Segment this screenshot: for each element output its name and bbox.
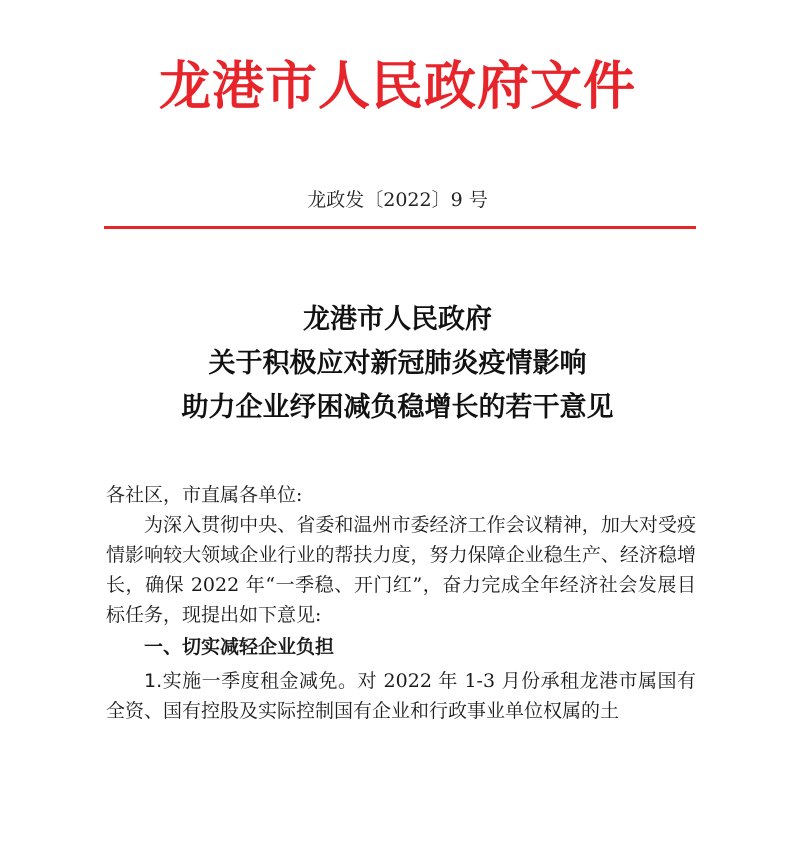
red-divider-line bbox=[104, 226, 696, 229]
intro-paragraph: 为深入贯彻中央、省委和温州市委经济工作会议精神，加大对受疫情影响较大领域企业行业的帮扶力度，努力保障企业稳生产、经济稳增长，确保 2022 年“一季稳、开门红”，奋力完成全年经济社会发展目标任务，现提出如下意见: bbox=[106, 514, 696, 626]
title-line-2: 关于积极应对新冠肺炎疫情影响 bbox=[208, 348, 587, 379]
item-1-lead: 1.实施一季度租金减免。 bbox=[144, 670, 358, 692]
document-header-title: 龙港市人民政府文件 bbox=[158, 57, 636, 117]
title-line-1: 龙港市人民政府 bbox=[303, 304, 492, 335]
title-line-3: 助力企业纾困减负稳增长的若干意见 bbox=[181, 392, 614, 423]
document-body bbox=[106, 480, 696, 726]
item-paragraph-1 bbox=[106, 666, 696, 726]
section-heading-1: 一、切实减轻企业负担 bbox=[144, 636, 335, 658]
document-title bbox=[0, 298, 795, 430]
salutation: 各社区，市直属各单位: bbox=[106, 484, 303, 506]
item-1-text: 对 2022 年 1-3 月份承租龙港市属国有全资、国有控股及实际控制国有企业和行政事业单位权属的土 bbox=[106, 670, 696, 722]
document-number: 龙政发〔2022〕9 号 bbox=[307, 189, 488, 211]
